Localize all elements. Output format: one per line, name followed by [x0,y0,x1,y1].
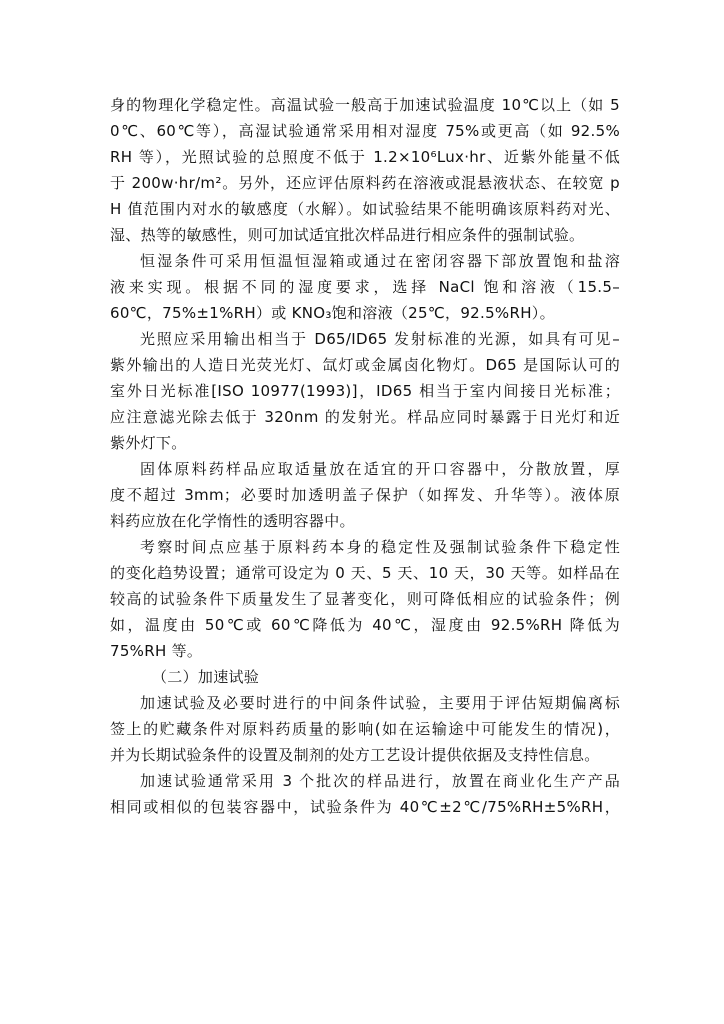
text-line: 75%RH 等。 [110,642,203,660]
text-line: 室外日光标准[ISO 10977(1993)]，ID65 相当于室内间接日光标准； [110,382,620,400]
section-heading: （二）加速试验 [152,668,260,686]
text-line: 紫外灯下。 [110,434,187,452]
text-line: 的变化趋势设置；通常可设定为 0 天、5 天、10 天，30 天等。如样品在 [110,564,620,582]
text-line: 60℃，75%±1%RH）或 KNO₃饱和溶液（25℃，92.5%RH）。 [110,304,555,322]
text-line: 签上的贮藏条件对原料药质量的影响(如在运输途中可能发生的情况)， [110,720,620,738]
text-line: 恒湿条件可采用恒温恒湿箱或通过在密闭容器下部放置饱和盐溶 [140,252,620,270]
text-line: 湿、热等的敏感性，则可加试适宜批次样品进行相应条件的强制试验。 [110,226,585,244]
text-line: 紫外输出的人造日光荧光灯、氙灯或金属卤化物灯。D65 是国际认可的 [110,356,620,374]
text-line: 加速试验及必要时进行的中间条件试验，主要用于评估短期偏离标 [140,694,620,712]
text-line: 0℃、60℃等），高湿试验通常采用相对湿度 75%或更高（如 92.5% [110,122,620,140]
text-line: 并为长期试验条件的设置及制剂的处方工艺设计提供依据及支持性信息。 [110,746,600,764]
text-line: 相同或相似的包装容器中，试验条件为 40℃±2℃/75%RH±5%RH， [110,798,620,816]
text-line: 度不超过 3mm；必要时加透明盖子保护（如挥发、升华等）。液体原 [110,486,620,504]
document-body [110,92,620,820]
text-line: 身的物理化学稳定性。高温试验一般高于加速试验温度 10℃以上（如 5 [110,96,620,114]
text-line: 液来实现。根据不同的湿度要求，选择 NaCl 饱和溶液（15.5– [110,278,620,296]
text-line: 于 200w·hr/m²。另外，还应评估原料药在溶液或混悬液状态、在较宽 p [110,174,620,192]
text-line: RH 等），光照试验的总照度不低于 1.2×10⁶Lux·hr、近紫外能量不低 [110,148,620,166]
text-line: 固体原料药样品应取适量放在适宜的开口容器中，分散放置，厚 [140,460,620,478]
paragraph-block-accelerated-testing [110,690,620,820]
text-line: 光照应采用输出相当于 D65/ID65 发射标准的光源，如具有可见– [140,330,620,348]
text-line: 加速试验通常采用 3 个批次的样品进行，放置在商业化生产产品 [140,772,620,790]
text-line: 考察时间点应基于原料药本身的稳定性及强制试验条件下稳定性 [140,538,620,556]
paragraph-block-stress-testing [110,92,620,664]
text-line: 如，温度由 50℃或 60℃降低为 40℃，湿度由 92.5%RH 降低为 [110,616,620,634]
text-line: 应注意滤光除去低于 320nm 的发射光。样品应同时暴露于日光灯和近 [110,408,620,426]
text-line: 料药应放在化学惰性的透明容器中。 [110,512,355,530]
text-line: 较高的试验条件下质量发生了显著变化，则可降低相应的试验条件；例 [110,590,620,608]
text-line: H 值范围内对水的敏感度（水解）。如试验结果不能明确该原料药对光、 [110,200,620,218]
